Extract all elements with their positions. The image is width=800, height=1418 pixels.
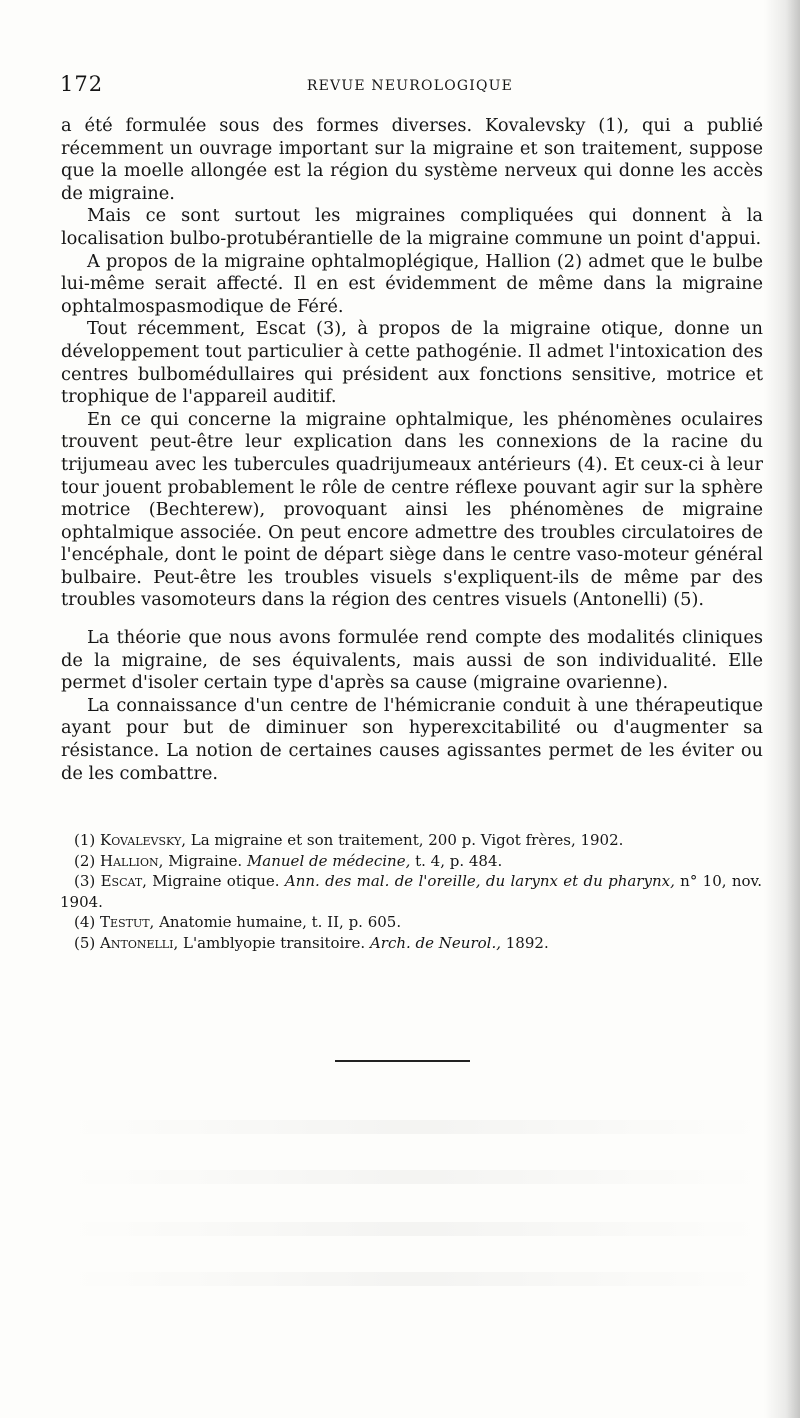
footnote-1: [60, 830, 762, 851]
footnote-number: (2): [74, 851, 96, 870]
footnote-author: Testut,: [100, 913, 155, 931]
paragraph: La théorie que nous avons formulée rend compte des modalités cliniques de la migraine, de ses équivalents, mais aussi de son individualité. Elle permet d'isoler certain type d'après sa cause (migraine ovarienne).: [61, 627, 763, 694]
paragraph: A propos de la migraine ophtalmoplégique, Hallion (2) admet que le bulbe lui-même serait affecté. Il en est évidemment de même dans la migraine ophtalmospasmodique de Féré.: [61, 250, 763, 317]
footnote-text: Anatomie humaine, t. II, p. 605.: [154, 913, 402, 931]
footnote-source: Arch. de Neurol.,: [369, 933, 501, 952]
footnote-text-after: n° 10, nov. 1904.: [60, 872, 762, 911]
footnote-number: (4): [74, 913, 96, 931]
page-header: [60, 72, 760, 96]
footnote-number: (3): [74, 872, 96, 890]
paragraph: a été formulée sous des formes diverses. Kovalevsky (1), qui a publié récemment un ouvrage important sur la migraine et son traitement, suppose que la moelle allongée est la région du système nerveux qui donne les accès de migraine.: [61, 115, 763, 204]
footnote-5: [60, 933, 762, 954]
footnote-source: Ann. des mal. de l'oreille, du larynx et du pharynx,: [284, 872, 675, 890]
bleed-through: [70, 1120, 760, 1134]
footnote-text: La migraine et son traitement, 200 p. Vigot frères, 1902.: [185, 831, 624, 849]
footnote-source: Manuel de médecine,: [246, 851, 411, 870]
footnote-4: [60, 912, 762, 933]
footnote-author: Hallion,: [100, 851, 164, 870]
paragraph: Mais ce sont surtout les migraines compliquées qui donnent à la localisation bulbo-protubérantielle de la migraine commune un point d'appui.: [61, 205, 763, 249]
page-number: 172: [60, 72, 104, 96]
footnote-3: [60, 871, 762, 912]
footnote-number: (1): [74, 831, 96, 849]
paragraph: Tout récemment, Escat (3), à propos de la migraine otique, donne un développement tout particulier à cette pathogénie. Il admet l'intoxication des centres bulbomédullaires qui président aux fonctions sensitive, motrice et trophique de l'appareil auditif.: [61, 318, 763, 408]
footnote-author: Kovalevsky,: [100, 831, 186, 849]
paragraph-gap: [61, 612, 763, 627]
footnote-author: Antonelli,: [100, 933, 179, 952]
footnote-2: [60, 851, 762, 872]
running-title: REVUE NEUROLOGIQUE: [306, 78, 514, 94]
body-text: [61, 115, 763, 785]
footnote-text-after: t. 4, p. 484.: [410, 851, 503, 870]
footnote-text: L'amblyopie transitoire.: [178, 933, 370, 952]
footnote-number: (5): [74, 933, 96, 952]
bleed-through: [70, 1170, 760, 1184]
paragraph: En ce qui concerne la migraine ophtalmique, les phénomènes oculaires trouvent peut-être leur explication dans les connexions de la racine du trijumeau avec les tubercules quadrijumeaux antérieurs (4). Et ceux-ci à leur tour jouent probablement le rôle de centre réflexe pouvant agir sur la sphère motrice (Bechterew), provoquant ainsi les phénomènes de migraine ophtalmique associée. On peut encore admettre des troubles circulatoires de l'encéphale, dont le point de départ siège dans le centre vaso-moteur général bulbaire. Peut-être les troubles visuels s'expliquent-ils de même par des troubles vasomoteurs dans la région des centres visuels (Antonelli) (5).: [61, 408, 763, 611]
footnote-author: Escat,: [100, 872, 147, 890]
page-edge-shadow: [764, 0, 800, 1418]
end-rule: [335, 1060, 470, 1062]
footnote-text-after: 1892.: [501, 933, 549, 952]
bleed-through: [70, 1272, 760, 1286]
footnote-text: Migraine otique.: [146, 872, 285, 890]
footnotes: [60, 830, 762, 953]
footnote-text: Migraine.: [163, 851, 247, 870]
paragraph: La connaissance d'un centre de l'hémicranie conduit à une thérapeutique ayant pour but de diminuer son hyperexcitabilité ou d'augmenter sa résistance. La notion de certaines causes agissantes permet de les éviter ou de les combattre.: [61, 694, 763, 784]
bleed-through: [70, 1222, 760, 1236]
